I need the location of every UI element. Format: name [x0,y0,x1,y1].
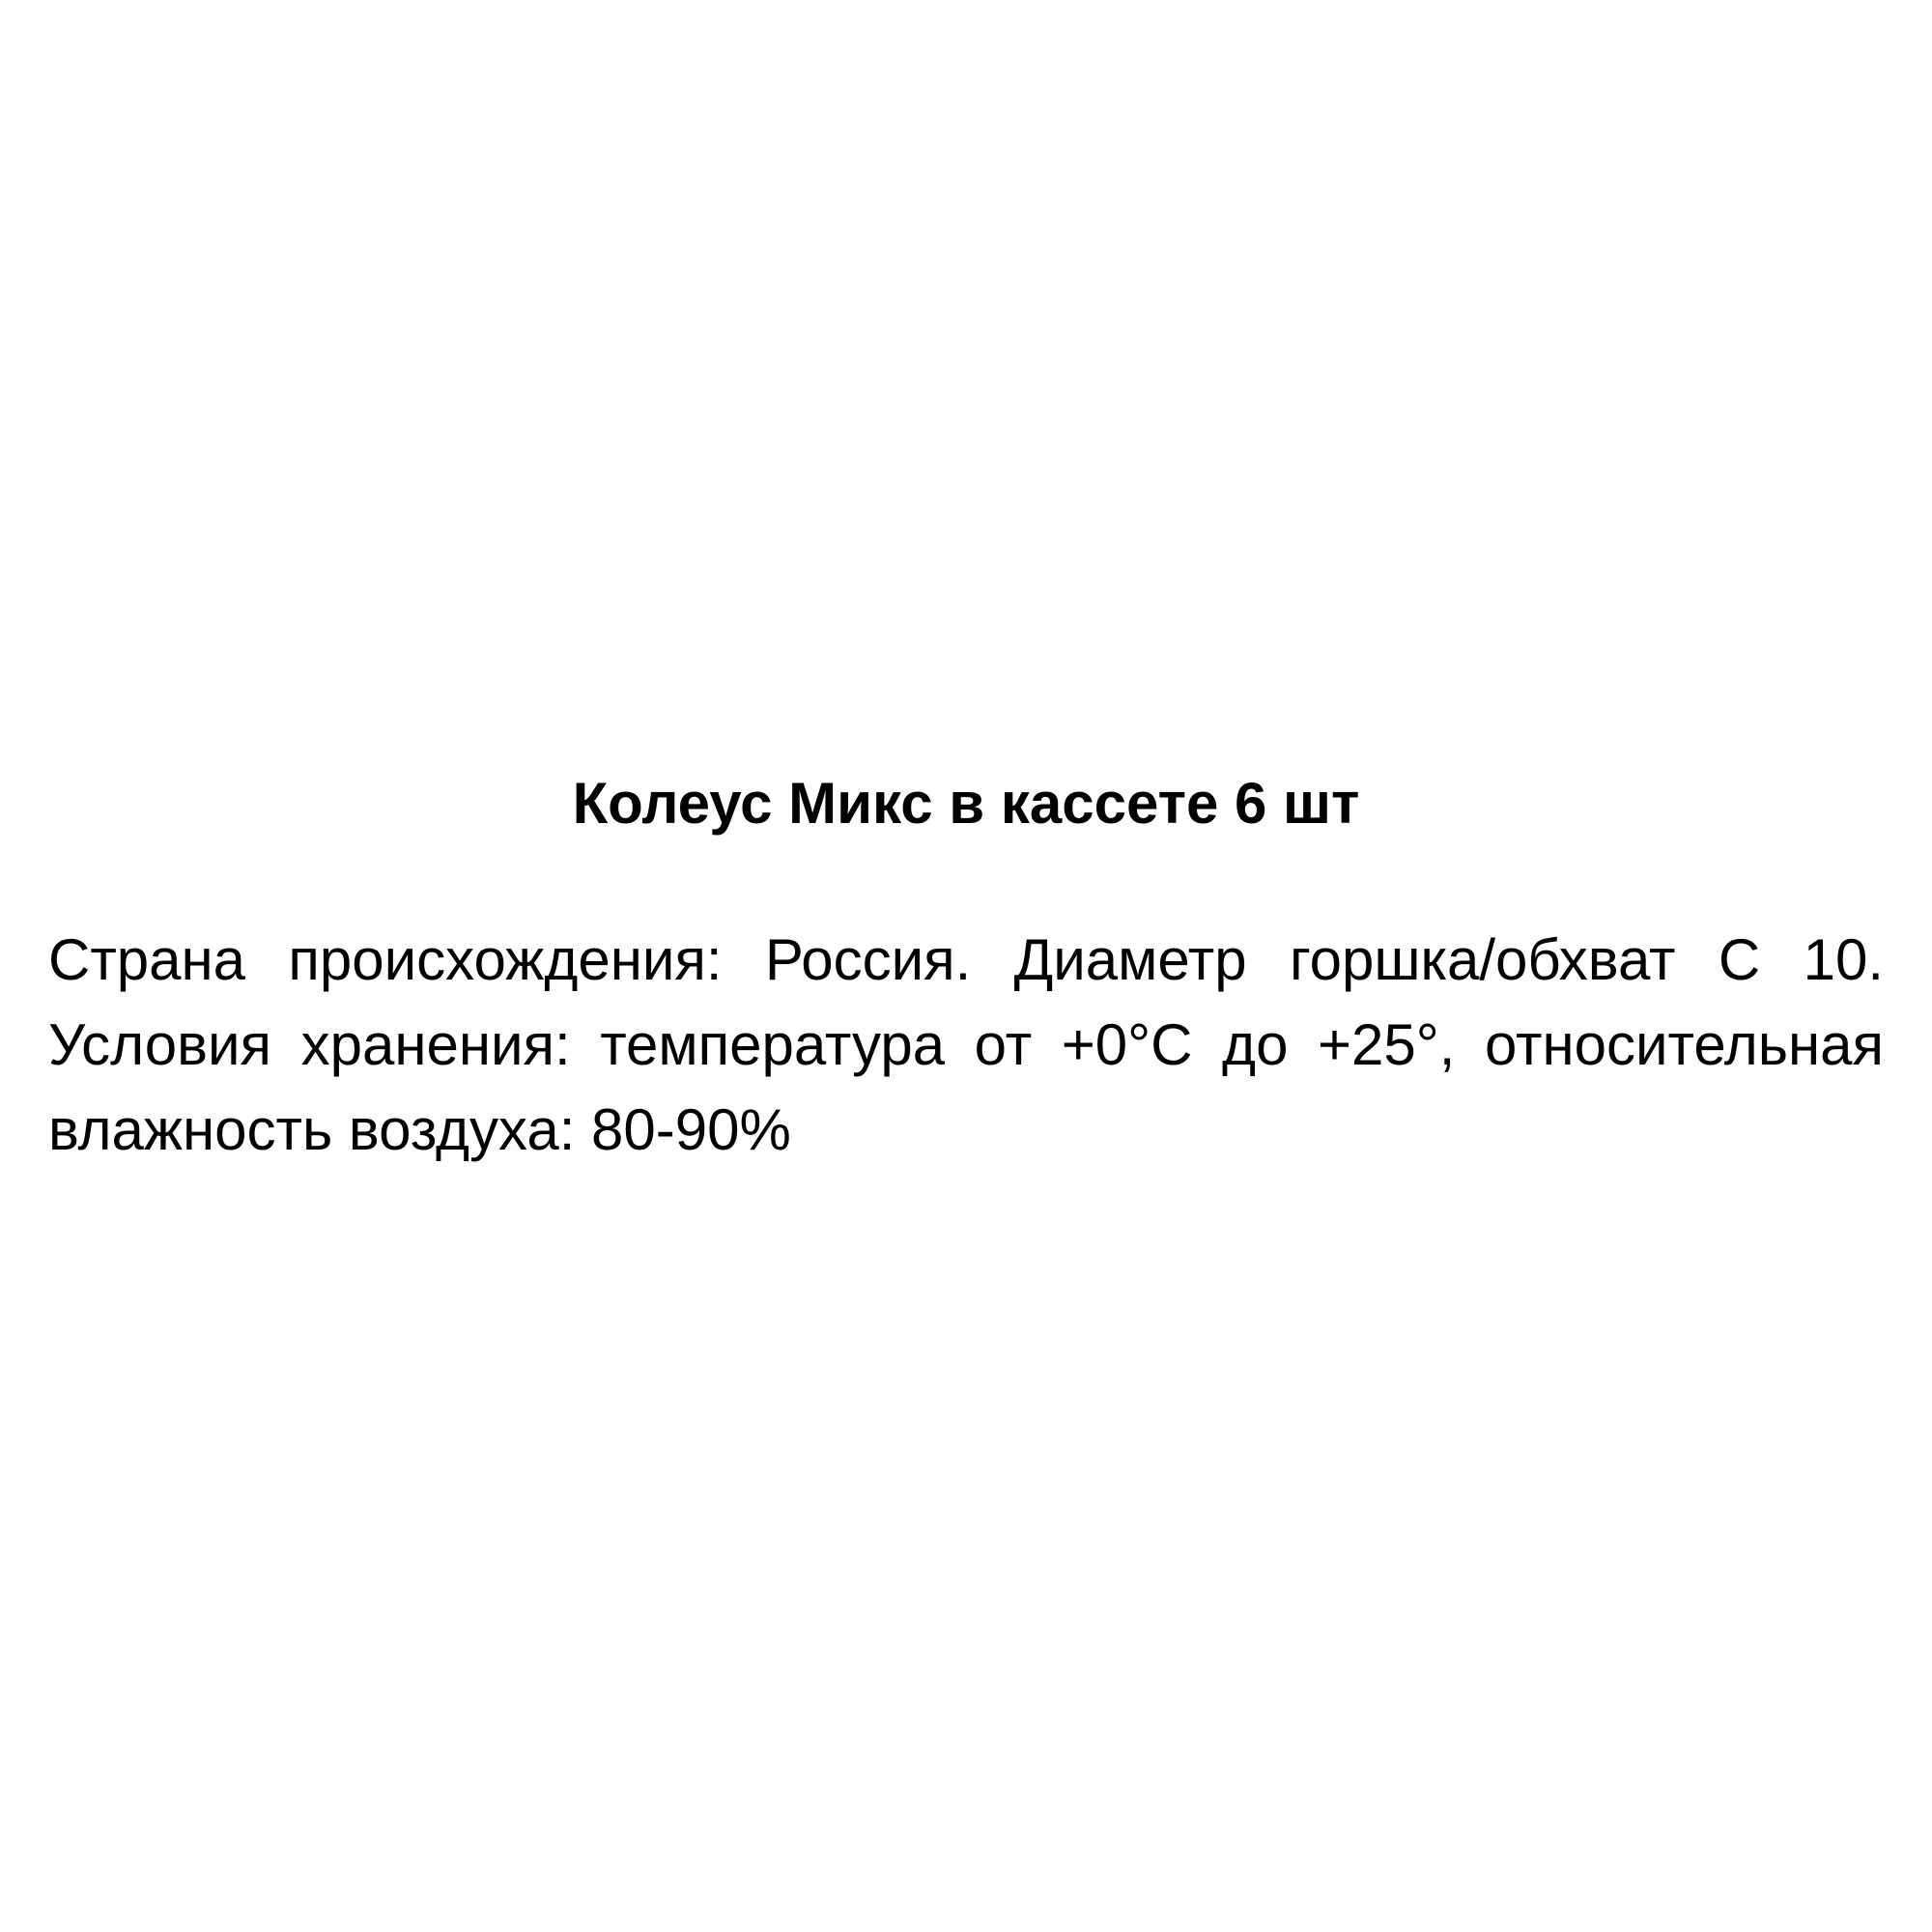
body-line: влажность воздуха: 80-90% [48,1097,791,1162]
document-body [48,918,1884,1173]
body-line: Страна происхождения: Россия. Диаметр горшка/обхват С 10. [48,927,1884,992]
body-line: Условия хранения: температура от +0°С до +25°, относительная [48,1012,1884,1077]
document-title: Колеус Микс в кассете 6 шт [572,771,1360,836]
